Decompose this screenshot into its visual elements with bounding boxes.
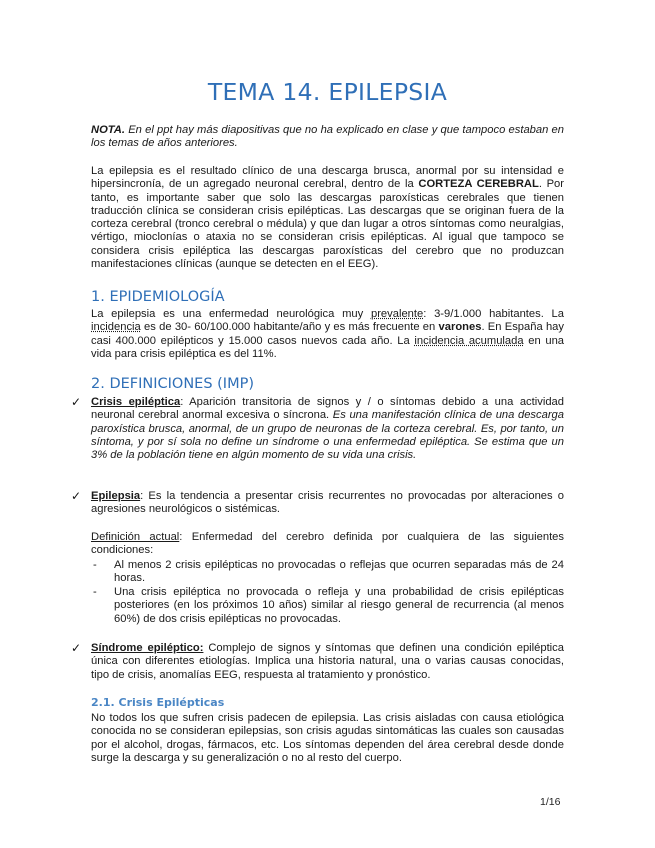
- intro-text-1: La epilepsia es el resultado clínico de una descarga brusca, anormal por su intensidad e hipersincronía, de un agregado neuronal cerebral, dentro de la: [91, 165, 564, 191]
- page-number: 1/16: [540, 796, 561, 808]
- section-definiciones-heading: 2. DEFINICIONES (IMP): [91, 376, 254, 392]
- section-crisis-epilepticas-heading: 2.1. Crisis Epilépticas: [91, 696, 225, 709]
- checkmark-icon: ✓: [71, 641, 82, 655]
- intro-bold-term: CORTEZA CEREBRAL: [418, 178, 539, 191]
- crisis-italic-text: Es una manifestación clínica de una descarga paroxística brusca, anormal, de un grupo de neuronas de la corteza cerebral. Es, por tanto, un síntoma, y por sí sola no define un síndrome o una enfermedad epiléptica. Se estima que un 3% de la población tiene en algún momento de su vida una crisis.: [91, 409, 564, 462]
- epi-text-4: . En España hay casi 400.000 epilépticos y 15.000 casos nuevos cada año. La: [91, 321, 564, 347]
- definicion-actual-label: Definición actual: [91, 531, 180, 543]
- epi-text-2: : 3-9/1.000 habitantes. La: [423, 308, 565, 320]
- term-incidencia-acumulada: incidencia acumulada: [414, 334, 524, 347]
- sindrome-text: Complejo de signos y síntomas que definen una condición epiléptica única con diferentes etiologías. Implica una historia natural, una o varias causas conocidas, tipo de crisis, anomalías EEG, respuesta al tratamiento y pronóstico.: [91, 642, 564, 681]
- list-dash: -: [93, 586, 97, 598]
- definicion-actual-text: : Enfermedad del cerebro definida por cualquiera de las siguientes condiciones:: [91, 531, 564, 557]
- list-dash: -: [93, 559, 97, 571]
- page-title: TEMA 14. EPILEPSIA: [207, 78, 448, 106]
- checkmark-icon: ✓: [71, 395, 82, 409]
- epidemiologia-paragraph: [91, 308, 564, 361]
- epi-text-1: La epilepsia es una enfermedad neurológica muy: [91, 308, 364, 320]
- epi-text-5: en una vida para crisis epiléptica es del 11%.: [91, 334, 565, 360]
- note-text: En el ppt hay más diapositivas que no ha explicado en clase y que tampoco estaban en los temas de años anteriores.: [91, 124, 564, 150]
- condition-item-2: Una crisis epiléptica no provocada o refleja y una probabilidad de crisis epilépticas posteriores (en los próximos 10 años) similar al riesgo general de recurrencia (al menos 60%) de dos crisis epilépticas no provocadas.: [114, 586, 564, 625]
- condition-item-1: Al menos 2 crisis epilépticas no provocadas o reflejas que ocurren separadas más de 24 horas.: [114, 559, 564, 585]
- intro-paragraph: [91, 165, 564, 271]
- term-prevalente: prevalente: [370, 308, 424, 320]
- term-sindrome-epileptico: Síndrome epiléptico:: [91, 642, 204, 654]
- sindrome-paragraph: [91, 642, 564, 682]
- epilepsia-paragraph: [91, 490, 564, 517]
- intro-text-2: . Por tanto, es importante saber que solo las descargas paroxísticas cerebrales que tienen traducción clínica se consideran crisis epilépticas. Las descargas que se originan fuera de la corteza cerebral (tronco cerebral o médula) y que dan lugar a otros síntomas como neuralgias, vértigo, mioclonías o ataxia no se consideran crisis epilépticas. Al igual que tampoco se considera crisis epiléptica las descargas paroxísticas del cerebro que no produzcan manifestaciones clínicas (aunque se detecten en el EEG).: [91, 178, 564, 271]
- section-epidemiologia-heading: 1. EPIDEMIOLOGÍA: [91, 289, 225, 305]
- note-label: NOTA.: [91, 124, 125, 136]
- epilepsia-text: : Es la tendencia a presentar crisis recurrentes no provocadas por alteraciones o agresiones neurológicos o sistémicas.: [91, 490, 564, 516]
- term-incidencia: incidencia: [91, 321, 141, 334]
- term-varones: varones: [438, 321, 482, 334]
- term-crisis-epileptica: Crisis epiléptica: [91, 396, 181, 408]
- crisis-epilepticas-paragraph: No todos los que sufren crisis padecen de epilepsia. Las crisis aisladas con causa etiológica conocida no se consideran epilepsias, son crisis agudas sintomáticas las cuales son causadas por el alcohol, drogas, fármacos, etc. Los síntomas dependen del área cerebral desde donde surge la descarga y su generalización o no al resto del cuerpo.: [91, 712, 564, 764]
- checkmark-icon: ✓: [71, 489, 82, 503]
- term-epilepsia: Epilepsia: [91, 490, 141, 502]
- crisis-epileptica-paragraph: [91, 396, 564, 462]
- crisis-text: : Aparición transitoria de signos y / o síntomas debido a una actividad neuronal cerebral anormal excesiva o síncrona.: [91, 396, 564, 422]
- note-paragraph: [91, 124, 564, 151]
- epi-text-3: es de 30- 60/100.000 habitante/año y es más frecuente en: [144, 321, 436, 334]
- definicion-actual-paragraph: [91, 531, 564, 558]
